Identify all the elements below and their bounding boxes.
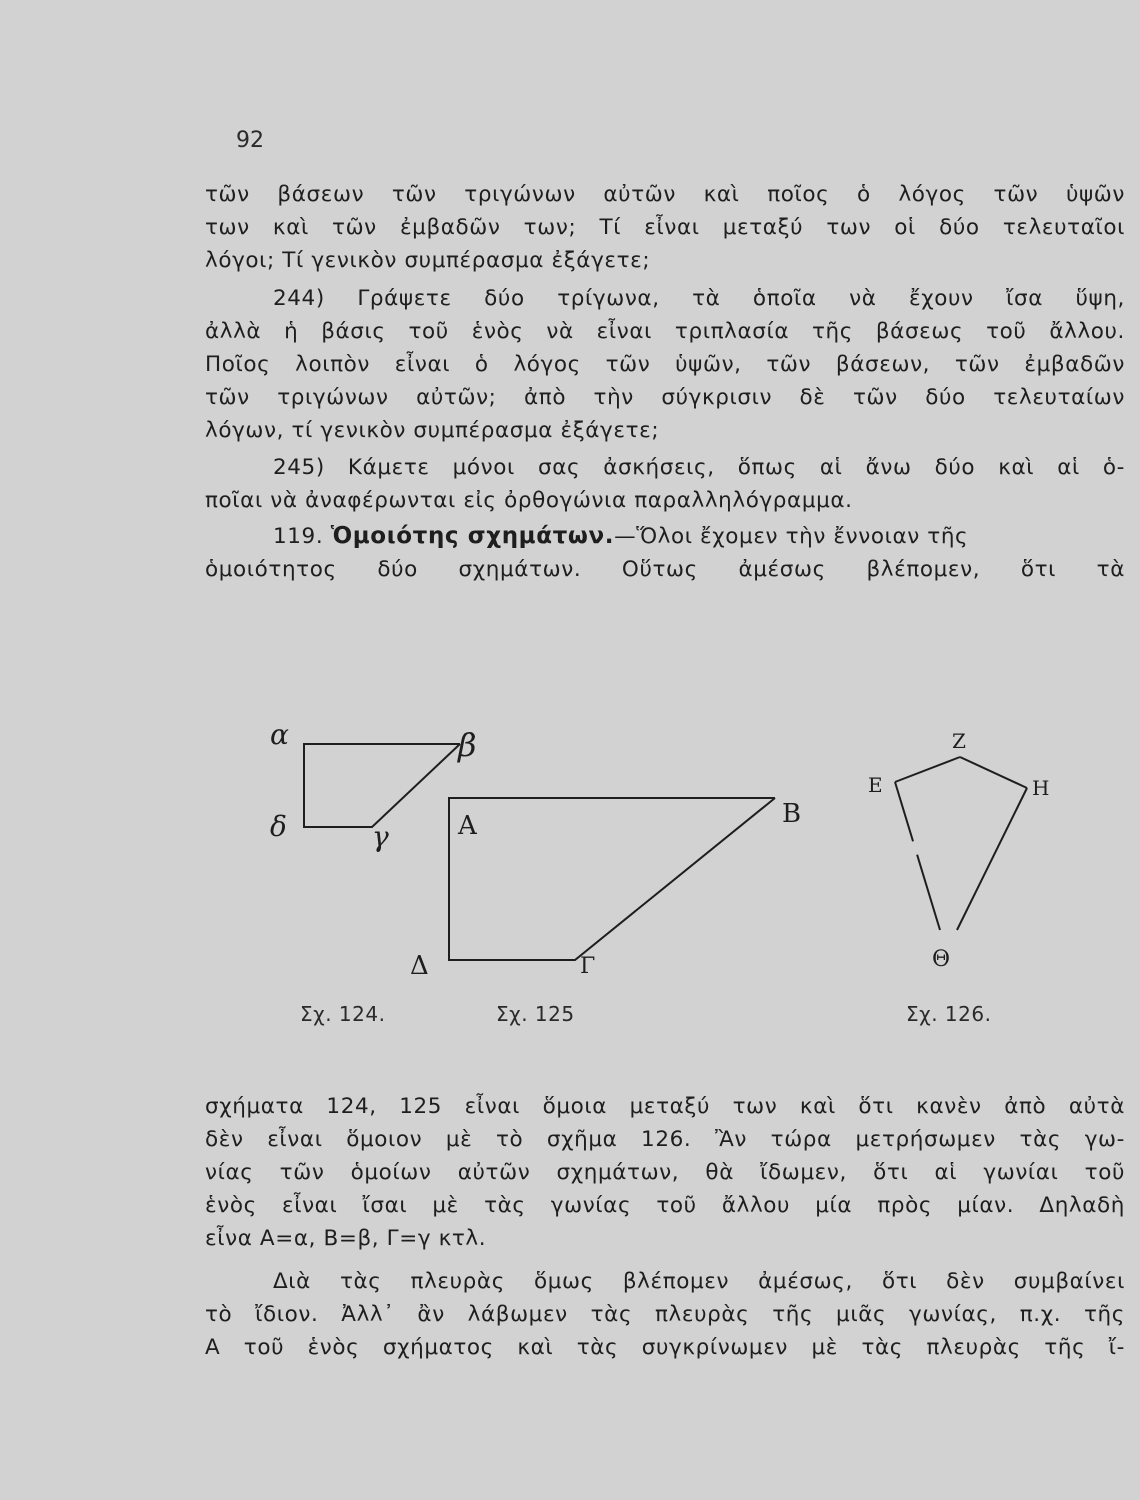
caption-fig-126: Σχ. 126. <box>906 1002 992 1026</box>
label-beta: β <box>458 726 477 764</box>
text-line: λόγοι; Τί γενικὸν συμπέρασμα ἐξάγετε; <box>205 248 651 273</box>
label-gamma: γ <box>372 820 389 853</box>
text-line: ποῖαι νὰ ἀναφέρωνται εἰς ὀρθογώνια παραλληλόγραμμα. <box>205 488 853 513</box>
caption-fig-125: Σχ. 125 <box>496 1002 575 1026</box>
text-line: ὁμοιότητος δύο σχημάτων. Οὕτως ἀμέσως βλέπομεν, ὅτι τὰ <box>205 557 1125 582</box>
text-line: νίας τῶν ὁμοίων αὐτῶν σχημάτων, θὰ ἴδωμεν, ὅτι αἱ γωνίαι τοῦ <box>205 1160 1125 1185</box>
label-Gamma: Γ <box>580 954 596 979</box>
label-E: Ε <box>868 773 883 797</box>
text-line: ἑνὸς εἶναι ἴσαι μὲ τὰς γωνίας τοῦ ἄλλου μία πρὸς μίαν. Δηλαδὴ <box>205 1193 1125 1218</box>
text-line: 244) Γράψετε δύο τρίγωνα, τὰ ὁποῖα νὰ ἔχουν ἴσα ὕψη, <box>273 286 1125 311</box>
section-number: 119. <box>273 524 324 549</box>
text-line: των καὶ τῶν ἐμβαδῶν των; Τί εἶναι μεταξύ των οἱ δύο τελευταῖοι <box>205 215 1125 240</box>
text-line: λόγων, τί γενικὸν συμπέρασμα ἐξάγετε; <box>205 418 660 443</box>
section-title: Ὁμοιότης σχημάτων. <box>330 523 615 549</box>
label-delta: δ <box>270 810 287 843</box>
text-line: τὸ ἴδιον. Ἀλλ᾽ ἂν λάβωμεν τὰς πλευρὰς τῆς μιᾶς γωνίας, π.χ. τῆς <box>205 1302 1125 1327</box>
text-line: τῶν βάσεων τῶν τριγώνων αὐτῶν καὶ ποῖος ὁ λόγος τῶν ὑψῶν <box>205 182 1125 207</box>
text-line: ἀλλὰ ἡ βάσις τοῦ ἑνὸς νὰ εἶναι τριπλασία τῆς βάσεως τοῦ ἄλλου. <box>205 319 1125 344</box>
paragraph-sides <box>205 1265 1125 1364</box>
text-fragment: —Ὅλοι ἔχομεν τὴν ἔννοιαν τῆς <box>614 524 969 549</box>
figure-126-side-e-th <box>895 782 940 930</box>
label-B: Β <box>782 799 802 829</box>
text-line: εἶνα Α=α, Β=β, Γ=γ κτλ. <box>205 1226 487 1251</box>
text-line: 245) Κάμετε μόνοι σας ἀσκήσεις, ὅπως αἱ ἄνω δύο καὶ αἱ ὁ- <box>273 455 1125 480</box>
label-Theta: Θ <box>932 947 951 972</box>
paragraph-similar-figures <box>205 1090 1125 1255</box>
text-line: σχήματα 124, 125 εἶναι ὅμοια μεταξύ των καὶ ὅτι κανὲν ἀπὸ αὐτὰ <box>205 1094 1125 1119</box>
caption-fig-124: Σχ. 124. <box>300 1002 386 1026</box>
figure-126-side-ez <box>895 757 960 782</box>
text-line: Ποῖος λοιπὸν εἶναι ὁ λόγος τῶν ὑψῶν, τῶν βάσεων, τῶν ἐμβαδῶν <box>205 352 1125 377</box>
text-line: δὲν εἶναι ὅμοιον μὲ τὸ σχῆμα 126. Ἂν τώρα μετρήσωμεν τὰς γω- <box>205 1127 1125 1152</box>
label-Z: Ζ <box>952 729 966 753</box>
figure-124-shape <box>304 744 460 827</box>
page-number: 92 <box>236 128 264 153</box>
label-H: Η <box>1032 776 1050 800</box>
label-alpha: α <box>270 718 289 751</box>
text-line: Α τοῦ ἑνὸς σχήματος καὶ τὰς συγκρίνωμεν μὲ τὰς πλευρὰς τῆς ἴ- <box>205 1335 1125 1360</box>
figure-125-shape <box>449 798 775 960</box>
figure-126-side-h-th <box>957 788 1027 930</box>
label-Delta: Δ <box>410 951 429 981</box>
label-A: Α <box>458 811 477 841</box>
text-line: τῶν τριγώνων αὐτῶν; ἀπὸ τὴν σύγκρισιν δὲ τῶν δύο τελευταίων <box>205 385 1125 410</box>
text-line: Διὰ τὰς πλευρὰς ὅμως βλέπομεν ἀμέσως, ὅτι δὲν συμβαίνει <box>273 1269 1125 1294</box>
figure-126-side-zh <box>960 757 1027 788</box>
